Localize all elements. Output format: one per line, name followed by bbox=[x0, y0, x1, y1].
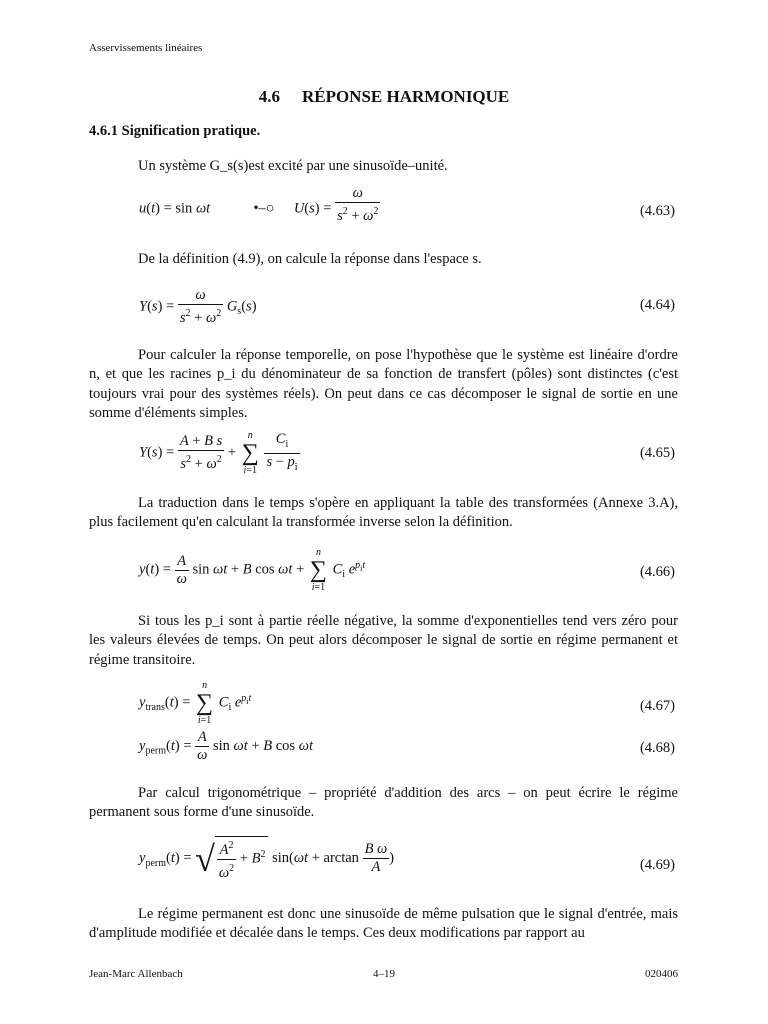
footer-page-number: 4–19 bbox=[373, 968, 395, 980]
paragraph-6-text: Par calcul trigonométrique – propriété d'addition des arcs – on peut écrire le régime permanent sous forme d'une sinusoïde. bbox=[89, 785, 678, 821]
equation-4-67: $y_{trans}(t)$ = n ∑ i=1 $C_i$ $e^{p_it}$ bbox=[139, 680, 252, 726]
equation-number: (4.68) bbox=[639, 740, 675, 756]
footer-author: Jean-Marc Allenbach bbox=[89, 968, 183, 980]
paragraph-1-text: Un système G_s(s)est excité par une sinusoïde–unité. bbox=[138, 158, 448, 174]
running-header: Asservissements linéaires bbox=[89, 42, 203, 54]
paragraph-3 bbox=[89, 346, 678, 424]
equation-number: (4.66) bbox=[639, 564, 675, 580]
equation-number: (4.67) bbox=[639, 698, 675, 714]
equation-number: (4.69) bbox=[639, 857, 675, 873]
footer-code: 020406 bbox=[645, 968, 678, 980]
paragraph-7-text: Le régime permanent est donc une sinusoïde de même pulsation que le signal d'entrée, mais d'amplitude modifiée et décalée dans le temps. Ces deux modifications par rapport au bbox=[89, 906, 678, 942]
equation-number: (4.65) bbox=[639, 445, 675, 461]
equation-4-69: $y_{perm}(t)$ = √ $\frac{A^2}{\omega^2}$ + $B^2$ sin(ωt + arctan $\frac{\text{B ω}}{A}$ ) bbox=[139, 836, 394, 882]
paragraph-2 bbox=[89, 250, 678, 269]
equation-4-64: Y(s) = $\frac{\omega}{s^2 + \omega^2}$ $G_s(s)$ bbox=[139, 287, 257, 326]
equation-number: (4.64) bbox=[639, 297, 675, 313]
paragraph-2-text: De la définition (4.9), on calcule la réponse dans l'espace s. bbox=[138, 251, 482, 267]
equation-4-65: Y(s) = $\frac{\text{A + B s}}{s^2 + \omega^2}$ + n ∑ i=1 $\frac{C_i}{s - p_i}$ bbox=[139, 430, 298, 476]
equation-4-68: $y_{perm}(t)$ = $\frac{A}{\omega}$ sin ωt + B cos ωt bbox=[139, 729, 313, 763]
equation-number: (4.63) bbox=[639, 203, 675, 219]
square-root: √ $\frac{A^2}{\omega^2}$ + $B^2$ bbox=[195, 836, 268, 882]
section-title: 4.6 RÉPONSE HARMONIQUE bbox=[258, 87, 510, 106]
paragraph-4 bbox=[89, 494, 678, 533]
laplace-correspondence-icon: •–○ bbox=[253, 200, 275, 217]
paragraph-5 bbox=[89, 612, 678, 670]
paragraph-7 bbox=[89, 905, 678, 944]
paragraph-4-text: La traduction dans le temps s'opère en appliquant la table des transformées (Annexe 3.A), plus facilement qu'en calculant la transformée inverse selon la définition. bbox=[89, 495, 678, 531]
paragraph-5-text: Si tous les p_i sont à partie réelle négative, la somme d'exponentielles tend vers zéro pour les valeurs élevées de temps. On peut alors décomposer le signal de sortie en régime permanent et régime transitoire. bbox=[89, 613, 678, 668]
paragraph-1 bbox=[89, 157, 678, 176]
subsection-title: 4.6.1 Signification pratique. bbox=[89, 123, 261, 139]
paragraph-3-text: Pour calculer la réponse temporelle, on pose l'hypothèse que le système est linéaire d'ordre n, et que les racines p_i du dénominateur de sa fonction de transfert (pôles) sont distinctes (c'est toujours vrai pour des systèmes réels). On peut dans ce cas décomposer le signal de sortie en une somme d'éléments simples. bbox=[89, 347, 678, 422]
equation-4-66: y(t) = $\frac{A}{\omega}$ sin ωt + B cos ωt + n ∑ i=1 $C_i$ $e^{p_it}$ bbox=[139, 547, 366, 593]
paragraph-6 bbox=[89, 784, 678, 823]
equation-4-63: u(t) = sin ωt •–○ U(s) = $\frac{\omega}{s^2 + \omega^2}$ bbox=[139, 185, 379, 224]
